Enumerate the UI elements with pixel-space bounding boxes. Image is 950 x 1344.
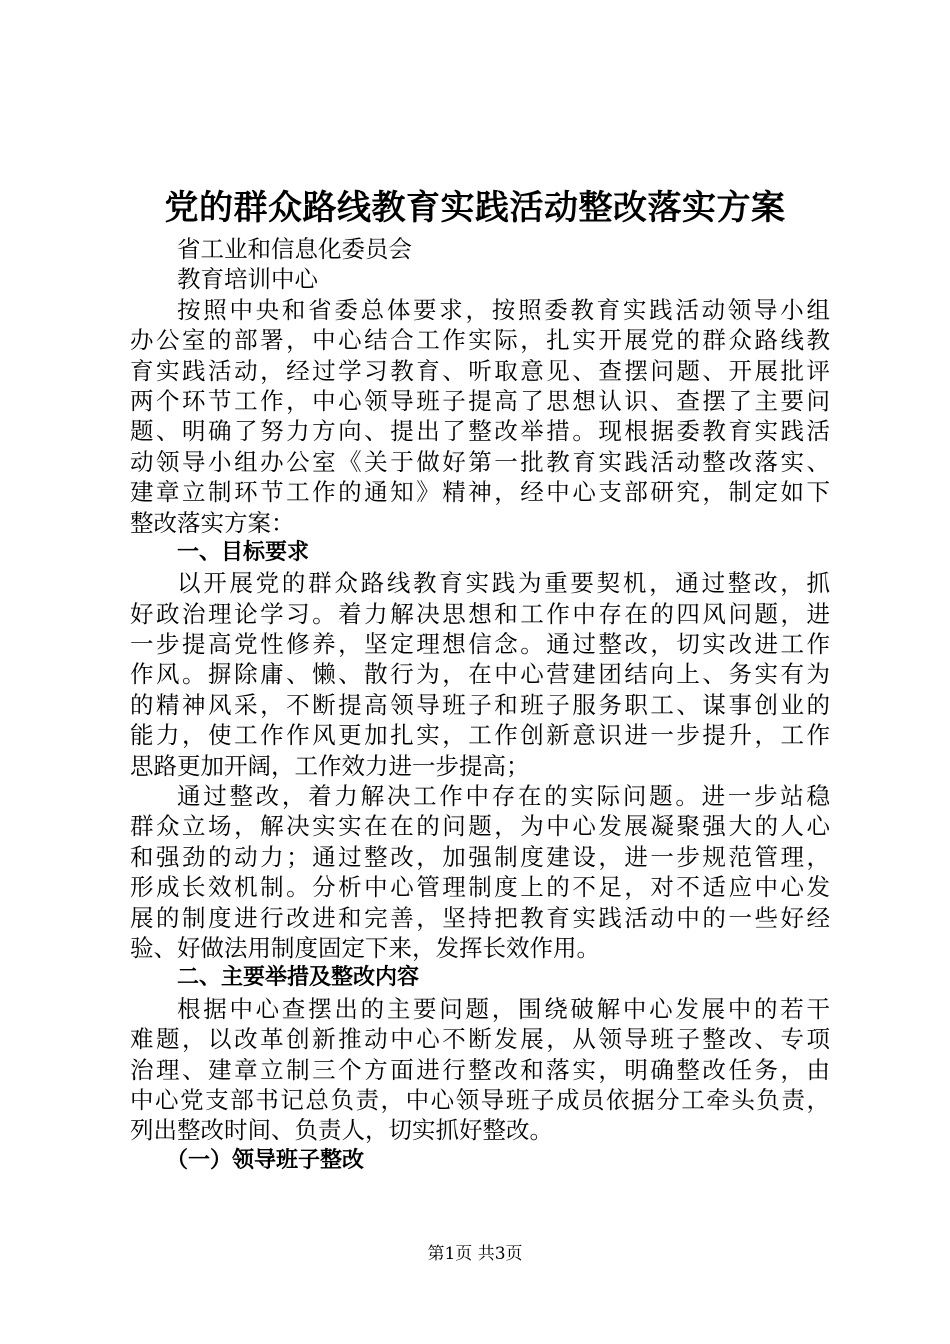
text-line: 好政治理论学习。着力解决思想和工作中存在的四风问题，进 bbox=[130, 599, 830, 628]
intro-paragraph bbox=[130, 295, 830, 538]
section-heading: 一、目标要求 bbox=[177, 539, 310, 565]
text-line: 两个环节工作，中心领导班子提高了思想认识、查摆了主要问 bbox=[130, 386, 830, 415]
text-line: 以开展党的群众路线教育实践为重要契机，通过整改，抓 bbox=[177, 569, 830, 598]
text-line: 按照中央和省委总体要求，按照委教育实践活动领导小组 bbox=[177, 295, 830, 324]
text-line: 一步提高党性修养，坚定理想信念。通过整改，切实改进工作 bbox=[130, 630, 830, 659]
text-line: 展的制度进行改进和完善，坚持把教育实践活动中的一些好经 bbox=[130, 903, 830, 932]
org-line: 教育培训中心 bbox=[177, 265, 318, 294]
text-line: 建章立制环节工作的通知》精神，经中心支部研究，制定如下 bbox=[130, 478, 830, 507]
text-line: 治理、建章立制三个方面进行整改和落实，明确整改任务，由 bbox=[130, 1055, 830, 1084]
text-line: 和强劲的动力；通过整改，加强制度建设，进一步规范管理， bbox=[130, 842, 830, 871]
page-number-footer: 第1页 共3页 bbox=[427, 1244, 523, 1264]
text-line: 群众立场，解决实实在在的问题，为中心发展凝聚强大的人心 bbox=[130, 812, 830, 841]
document-body bbox=[130, 234, 830, 1176]
text-line: 的精神风采，不断提高领导班子和班子服务职工、谋事创业的 bbox=[130, 690, 830, 719]
text-line: 整改落实方案： bbox=[130, 508, 295, 537]
org-line: 省工业和信息化委员会 bbox=[177, 235, 412, 263]
text-line: 育实践活动，经过学习教育、听取意见、查摆问题、开展批评 bbox=[130, 356, 830, 385]
text-line: 形成长效机制。分析中心管理制度上的不足，对不适应中心发 bbox=[130, 873, 830, 902]
text-line: 题、明确了努力方向、提出了整改举措。现根据委教育实践活 bbox=[130, 417, 830, 446]
section-heading: 二、主要举措及整改内容 bbox=[177, 965, 420, 991]
text-line: 作风。摒除庸、懒、散行为，在中心营建团结向上、务实有为 bbox=[130, 660, 830, 689]
section1-paragraph bbox=[130, 781, 830, 963]
text-line: 难题，以改革创新推动中心不断发展，从领导班子整改、专项 bbox=[130, 1025, 830, 1054]
text-line: 验、好做法用制度固定下来，发挥长效作用。 bbox=[130, 933, 600, 962]
text-line: 办公室的部署，中心结合工作实际，扎实开展党的群众路线教 bbox=[130, 326, 830, 355]
text-line: 思路更加开阔，工作效力进一步提高； bbox=[130, 751, 530, 780]
subsection-heading: （一）领导班子整改 bbox=[166, 1147, 365, 1173]
text-line: 能力，使工作作风更加扎实，工作创新意识进一步提升，工作 bbox=[130, 721, 830, 750]
text-line: 动领导小组办公室《关于做好第一批教育实践活动整改落实、 bbox=[130, 447, 830, 476]
text-line: 根据中心查摆出的主要问题，围绕破解中心发展中的若干 bbox=[177, 994, 830, 1023]
text-line: 中心党支部书记总负责，中心领导班子成员依据分工牵头负责， bbox=[130, 1085, 830, 1114]
section1-paragraph bbox=[130, 568, 830, 781]
text-line: 列出整改时间、负责人，切实抓好整改。 bbox=[130, 1116, 553, 1145]
section2-paragraph bbox=[130, 994, 830, 1146]
text-line: 通过整改，着力解决工作中存在的实际问题。进一步站稳 bbox=[177, 782, 830, 811]
document-title: 党的群众路线教育实践活动整改落实方案 bbox=[164, 188, 786, 228]
